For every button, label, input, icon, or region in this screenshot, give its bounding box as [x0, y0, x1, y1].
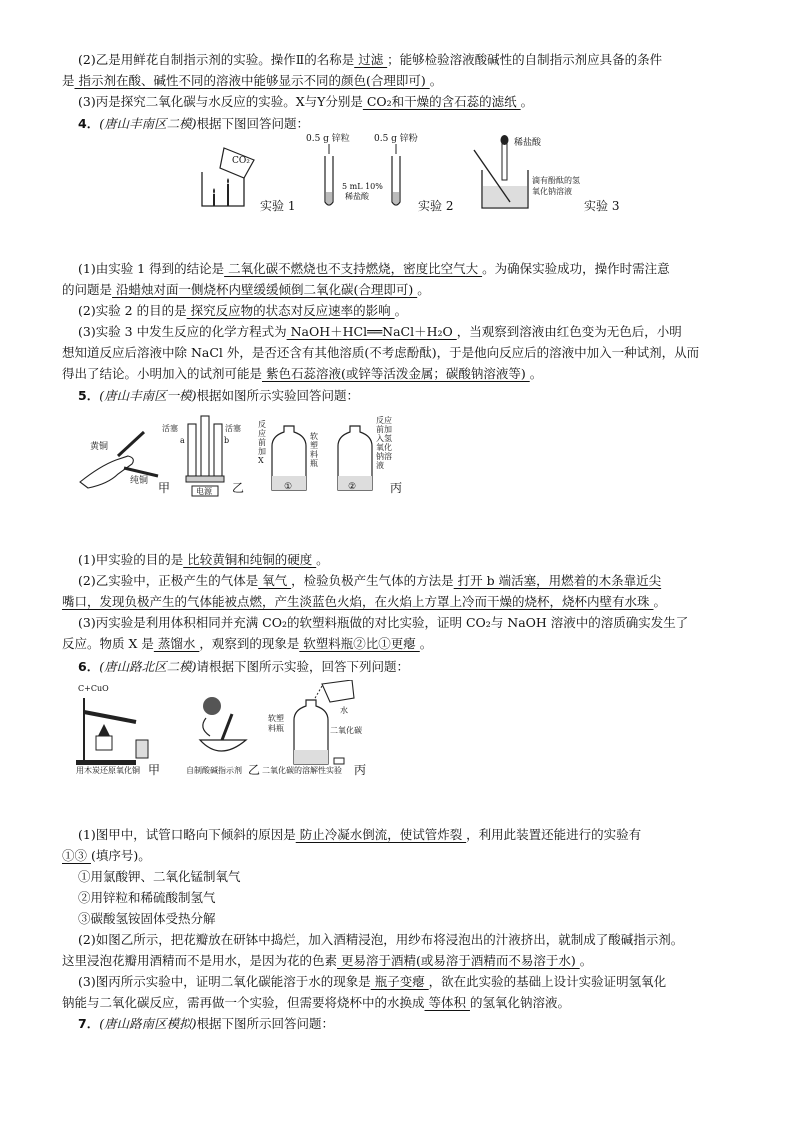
q4-part1-line2 — [62, 279, 752, 300]
q4-b1-answer1: 二氧化碳不燃烧也不支持燃烧，密度比空气大 — [224, 261, 483, 276]
q4-b1-end: 。 — [417, 282, 430, 297]
q4-b3-answer2: 紫色石蕊溶液(或锌等活泼金属；碳酸钠溶液等) — [262, 366, 530, 381]
exp2-zinc-powder-label: 0.5 g 锌粉 — [374, 134, 418, 144]
q6-b2-answer: 更易溶于酒精(或易溶于酒精而不易溶于水) — [337, 953, 580, 968]
jia-hand — [80, 456, 133, 488]
exp1-caption: 实验 1 — [260, 199, 296, 213]
q6-b1-tail: (填序号)。 — [90, 848, 151, 863]
jia-copper-label: 纯铜 — [130, 476, 149, 486]
q5-bing-label: 丙 — [390, 481, 403, 495]
yi-tube-right — [214, 424, 222, 476]
exp1-beaker — [202, 172, 244, 206]
exp2-caption: 实验 2 — [418, 199, 454, 213]
exp3-caption: 实验 3 — [584, 199, 620, 213]
q4-header — [78, 113, 768, 134]
bing-water-label: 水 — [340, 706, 348, 715]
jia-caption: 用木炭还原氧化铜 — [76, 766, 140, 775]
jia-copper-piece — [124, 468, 158, 476]
q6-bing-label: 丙 — [354, 763, 367, 777]
q4-b1-answer2: 沿蜡烛对面一侧烧杯内壁缓缓倾倒二氧化碳(合理即可) — [112, 282, 418, 297]
yi-arrow — [203, 718, 210, 736]
q5-part3-line1: (3)丙实验是利用体积相同并充满 CO₂的软塑料瓶做的对比实验，证明 CO₂与 NaOH 溶液中的溶质确实发生了 — [78, 615, 689, 630]
exp3-dropper — [502, 140, 507, 180]
q6-b1-text-mid: ，利用此装置还能进行的实验有 — [466, 827, 642, 842]
q5-b3-text-mid: ，观察到的现象是 — [199, 636, 300, 651]
q7-number: 7． — [78, 1016, 100, 1031]
q6-part3-line2 — [62, 992, 752, 1013]
bing-cap — [334, 758, 344, 764]
q6-b3-answer1: 瓶子变瘪 — [370, 974, 429, 989]
q6-figure — [72, 680, 402, 776]
exp1-co2-label: CO₂ — [232, 156, 250, 166]
yi-a-label: a — [180, 436, 185, 445]
yi-mortar — [200, 740, 246, 751]
q6-b3-end: 的氢氧化钠溶液。 — [469, 995, 570, 1010]
q5-b2-text: (2)乙实验中，正极产生的气体是 — [78, 573, 259, 588]
q3-part3-line — [78, 91, 768, 112]
bing-soft-label1: 软塑 — [268, 714, 284, 723]
q5-figure-drawing — [78, 412, 418, 498]
q4-source: (唐山丰南区二模) — [99, 116, 197, 131]
bing-middle-label: 软塑料瓶 — [310, 432, 318, 468]
q6-b3-answer2: 等体积 — [424, 995, 470, 1010]
bing-water-stream — [314, 686, 322, 700]
q3-b2-end: 。 — [429, 73, 443, 88]
bing-bottle2-number: ② — [348, 482, 357, 492]
exp1-flames — [213, 178, 229, 194]
exp3-hcl-label: 稀盐酸 — [514, 138, 542, 148]
yi-pestle — [222, 714, 232, 740]
q6-b1-text: (1)图甲中，试管口略向下倾斜的原因是 — [78, 827, 296, 842]
exp3-dropper-bulb — [501, 135, 509, 145]
exp2-acid-label2: 稀盐酸 — [345, 192, 369, 201]
q5-b2-answer2b: 嘴口，发现负极产生的气体能被点燃，产生淡蓝色火焰，在火焰上方罩上冷而干燥的烧杯，烧杯内壁有水珠 — [62, 594, 654, 609]
q5-part2-line1 — [78, 570, 768, 591]
q3-b2-is: 是 — [62, 73, 75, 88]
exp3-naoh-label1: 滴有酚酞的氢 — [532, 176, 580, 185]
q6-stem: 请根据下图所示实验，回答下列问题： — [196, 659, 409, 674]
q5-b2-end: 。 — [653, 594, 666, 609]
jia-brass-label: 黄铜 — [90, 442, 109, 452]
q4-b1-text-mid: 。为确保实验成功，操作时需注意 — [482, 261, 670, 276]
q6-source: (唐山路北区二模) — [99, 659, 197, 674]
q5-jia-label: 甲 — [158, 481, 171, 495]
q4-b3-equation: NaOH＋HCl══NaCl＋H₂O — [286, 324, 457, 339]
q4-number: 4． — [78, 116, 100, 131]
q4-b3-text-mid: ，当观察到溶液由红色变为无色后，小明 — [456, 324, 682, 339]
jia-stand-base — [76, 760, 136, 765]
q5-figure — [78, 412, 418, 498]
q5-stem: 根据如图所示实验回答问题： — [196, 388, 359, 403]
q6-b3-text: (3)图丙所示实验中，证明二氧化碳能溶于水的现象是 — [78, 974, 371, 989]
bing-co2-label: 二氧化碳 — [330, 726, 362, 735]
exp2-acid-label: 5 mL 10% — [342, 182, 383, 191]
q6-b1-answer1: 防止冷凝水倒流，使试管炸裂 — [295, 827, 467, 842]
yi-valve-left-label: 活塞 — [162, 424, 178, 433]
q4-b3-text: (3)实验 3 中发生反应的化学方程式为 — [78, 324, 287, 339]
q6-part2-line1: (2)如图乙所示，把花瓣放在研钵中捣烂，加入酒精浸泡，用纱布将浸泡出的汁液挤出，就制成了酸碱指示剂。 — [78, 932, 684, 947]
bing-bottle1-number: ① — [284, 482, 293, 492]
jia-lamp-flame — [98, 724, 110, 736]
q3-b2-answer1: 过滤 — [354, 52, 388, 67]
q5-header — [78, 385, 768, 406]
q4-b3-line3-text: 得出了结论。小明加入的试剂可能是 — [62, 366, 263, 381]
q5-b2-text-mid: ，检验负极产生气体的方法是 — [291, 573, 454, 588]
q6-number: 6． — [78, 659, 100, 674]
q6-header — [78, 656, 768, 677]
q4-part3-line2: 想知道反应后溶液中除 NaCl 外，是否还含有其他溶质(不考虑酚酞)，于是他向反应后的溶液中加入一种试剂，从而 — [62, 345, 700, 360]
q6-b2-end: 。 — [579, 953, 593, 968]
q4-part1-line1 — [78, 258, 768, 279]
q6-part1-line1 — [78, 824, 768, 845]
yi-b-label: b — [224, 436, 230, 445]
q4-part2-line — [78, 300, 768, 321]
jia-limewater — [136, 740, 148, 758]
q5-source: (唐山丰南区一模) — [99, 388, 197, 403]
q4-b2-text: (2)实验 2 的目的是 — [78, 303, 187, 318]
q5-b1-end: 。 — [316, 552, 329, 567]
bing-left-label: 反应前加X — [258, 420, 266, 465]
jia-alcohol-lamp — [96, 736, 112, 750]
q6-part3-line1 — [78, 971, 768, 992]
q5-number: 5． — [78, 388, 100, 403]
q5-b3-answer1: 蒸馏水 — [153, 636, 200, 651]
q4-b1-text: (1)由实验 1 得到的结论是 — [78, 261, 225, 276]
q5-b2-answer2a: 打开 b 端活塞，用燃着的木条靠近尖 — [453, 573, 662, 588]
q3-b2-text-mid: ；能够检验溶液酸碱性的自制指示剂应具备的条件 — [387, 52, 663, 67]
q4-part3-line1 — [78, 321, 768, 342]
q3-b3-text: (3)丙是探究二氧化碳与水反应的实验。X与Y分别是 — [78, 94, 363, 109]
yi-caption: 自制酸碱指示剂 — [186, 766, 242, 775]
yi-base — [186, 476, 224, 482]
q3-b2-answer2: 指示剂在酸、碱性不同的溶液中能够显示不同的颜色(合理即可) — [74, 73, 430, 88]
bing-soft-label2: 料瓶 — [268, 724, 284, 733]
q3-b3-end: 。 — [520, 94, 534, 109]
q5-yi-label: 乙 — [232, 481, 245, 495]
q5-b1-answer: 比较黄铜和纯铜的硬度 — [183, 552, 317, 567]
q3-part2-line2 — [62, 70, 752, 91]
exp2-zinc-grain-label: 0.5 g 锌粒 — [306, 134, 350, 144]
q5-b3-line2-text: 反应。物质 X 是 — [62, 636, 154, 651]
yi-flower — [203, 697, 221, 715]
q5-part3-line2 — [62, 633, 752, 654]
jia-test-tube — [84, 712, 136, 722]
q4-b3-end: 。 — [529, 366, 543, 381]
bing-bottle-water — [294, 750, 328, 764]
bing-pouring-beaker — [322, 680, 354, 702]
q6-option-3: ③碳酸氢铵固体受热分解 — [78, 911, 216, 926]
q7-header — [78, 1013, 768, 1034]
q6-option-2: ②用锌粒和稀硫酸制氢气 — [78, 890, 216, 905]
yi-valve-right-label: 活塞 — [225, 424, 241, 433]
q5-b2-answer1: 氧气 — [258, 573, 292, 588]
q3-b2-text: (2)乙是用鲜花自制指示剂的实验。操作Ⅱ的名称是 — [78, 52, 355, 67]
q4-b2-end: 。 — [394, 303, 408, 318]
q4-figure — [192, 134, 662, 219]
q6-part2-line2 — [62, 950, 752, 971]
q6-b2-line2-text: 这里浸泡花瓣用酒精而不是用水，是因为花的色素 — [62, 953, 338, 968]
q6-option-1: ①用氯酸钾、二氧化锰制氧气 — [78, 869, 241, 884]
q5-b3-end: 。 — [419, 636, 433, 651]
q5-part2-line2 — [62, 591, 752, 612]
yi-power-label: 电源 — [196, 487, 212, 496]
q7-stem: 根据下图所示回答问题： — [196, 1016, 334, 1031]
jia-brass-piece — [118, 432, 144, 456]
q3-b3-answer: CO₂和干燥的含石蕊的滤纸 — [362, 94, 521, 109]
q5-b3-answer2: 软塑料瓶②比①更瘪 — [299, 636, 420, 651]
exp3-solution — [483, 186, 527, 207]
bing-caption: 二氧化碳的溶解性实验 — [262, 766, 342, 775]
jia-cuo-label: C+CuO — [78, 684, 109, 693]
yi-middle-tube — [201, 416, 209, 476]
q4-stem: 根据下图回答问题： — [196, 116, 309, 131]
q5-part1-line — [78, 549, 768, 570]
yi-tube-left — [188, 424, 196, 476]
bing-right-label: 反应前加入氢氧化钠溶液 — [376, 416, 392, 470]
q6-b1-answer2: ①③ — [62, 848, 91, 863]
q7-source: (唐山路南区模拟) — [99, 1016, 197, 1031]
q4-b1-line2-text: 的问题是 — [62, 282, 113, 297]
q6-part1-line2 — [62, 845, 752, 866]
q6-b3-line2-text: 钠能与二氧化碳反应，需再做一个实验，但需要将烧杯中的水换成 — [62, 995, 425, 1010]
q4-part3-line3 — [62, 363, 752, 384]
q3-part2-line1 — [78, 49, 768, 70]
q5-b1-text: (1)甲实验的目的是 — [78, 552, 184, 567]
exp3-naoh-label2: 氧化钠溶液 — [532, 187, 572, 196]
q4-b2-answer: 探究反应物的状态对反应速率的影响 — [186, 303, 395, 318]
q6-jia-label: 甲 — [148, 763, 161, 777]
q6-yi-label: 乙 — [248, 763, 261, 777]
q6-b3-text-mid: ，欲在此实验的基础上设计实验证明氢氧化 — [428, 974, 667, 989]
